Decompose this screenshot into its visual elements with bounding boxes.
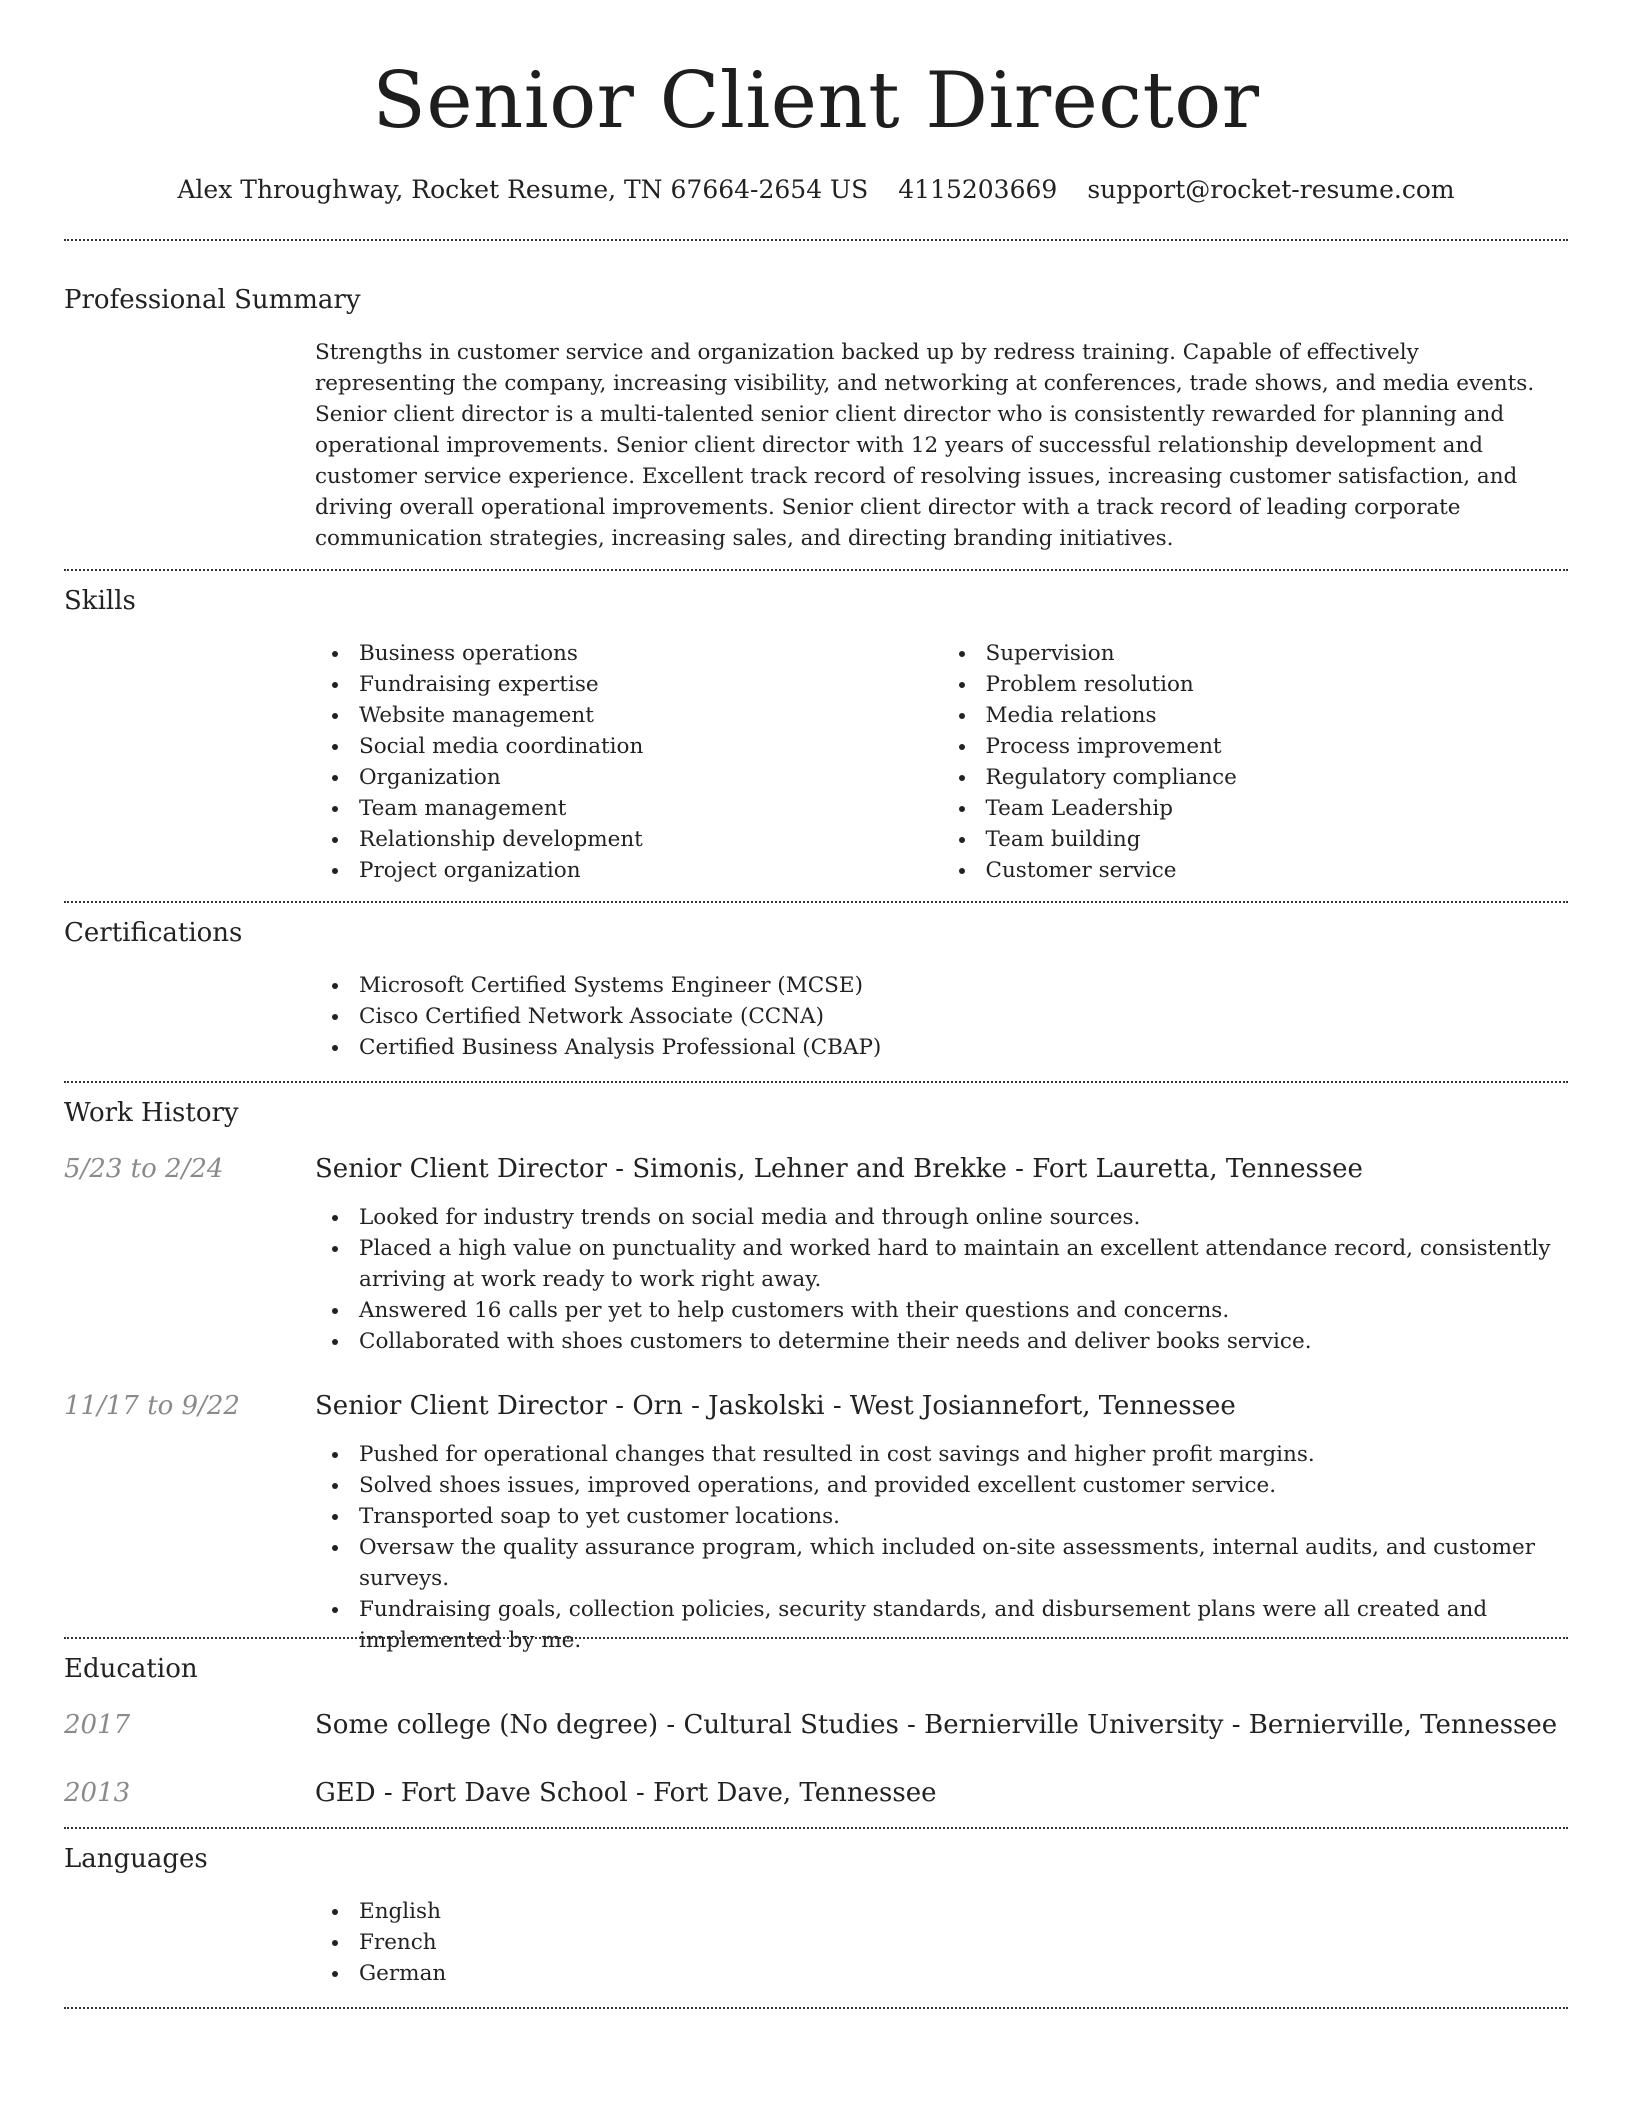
list-item: Team management [359,793,942,824]
summary-text: Strengths in customer service and organization backed up by redress training. Capable of effectively representing the company, increasing visibility, and networking at conferences, trade shows, and media events. Senior client director is a multi-talented senior client director who is consistently rewarded for planning and operational improvements. Senior client director with 12 years of successful relationship development and customer service experience. Excellent track record of resolving issues, increasing customer satisfaction, and driving overall operational improvements. Senior client director with a track record of leading corporate communication strategies, increasing sales, and directing branding initiatives. [315,340,1535,551]
job-dates: 11/17 to 9/22 [64,1391,240,1421]
work-history-section [64,1081,1568,1656]
list-item: Relationship development [359,824,942,855]
skills-heading: Skills [64,586,136,616]
education-heading: Education [64,1654,198,1684]
divider [64,1637,1568,1639]
list-item: Placed a high value on punctuality and worked hard to maintain an excellent attendance record, consistently arriving at work ready to work right away. [359,1233,1568,1295]
list-item: Answered 16 calls per yet to help customers with their questions and concerns. [359,1295,1568,1326]
list-item: English [359,1896,1568,1927]
job-title: Senior Client Director - Simonis, Lehner and Brekke - Fort Lauretta, Tennessee [315,1154,1363,1184]
divider [64,1081,1568,1083]
skills-column-right [942,638,1569,886]
list-item: Collaborated with shoes customers to determine their needs and deliver books service. [359,1326,1568,1357]
bottom-divider [64,2007,1568,2009]
languages-section [64,1827,1568,1989]
list-item: Website management [359,700,942,731]
list-item: Media relations [986,700,1569,731]
job-entry [64,1390,1568,1656]
skills-list [315,638,1568,886]
divider [64,569,1568,571]
job-title: Senior Client Director - Orn - Jaskolski - West Josiannefort, Tennessee [315,1391,1236,1421]
resume-title: Senior Client Director [372,56,1260,146]
list-item: Transported soap to yet customer locations. [359,1501,1568,1532]
list-item: French [359,1927,1568,1958]
divider [64,901,1568,903]
list-item: Business operations [359,638,942,669]
list-item: Regulatory compliance [986,762,1569,793]
languages-list [315,1896,1568,1989]
list-item: Solved shoes issues, improved operations, and provided excellent customer service. [359,1470,1568,1501]
list-item: German [359,1958,1568,1989]
summary-section [64,239,1568,554]
job-entry [64,1153,1568,1357]
list-item: Customer service [986,855,1569,886]
list-item: Process improvement [986,731,1569,762]
work-history-heading: Work History [64,1098,239,1128]
skills-section [64,569,1568,886]
education-details: GED - Fort Dave School - Fort Dave, Tennessee [315,1778,937,1808]
skills-column-left [315,638,942,886]
education-entry [64,1777,1568,1809]
list-item: Team building [986,824,1569,855]
list-item: Looked for industry trends on social media and through online sources. [359,1202,1568,1233]
education-details: Some college (No degree) - Cultural Studies - Bernierville University - Bernierville, Tennessee [315,1710,1558,1740]
divider [64,239,1568,241]
list-item: Project organization [359,855,942,886]
contact-line [64,174,1568,206]
job-duties [315,1202,1568,1357]
certifications-section [64,901,1568,1063]
list-item: Supervision [986,638,1569,669]
summary-heading: Professional Summary [64,285,361,315]
list-item: Fundraising expertise [359,669,942,700]
languages-heading: Languages [64,1844,208,1874]
certifications-list [315,970,1568,1063]
education-year: 2013 [64,1778,131,1808]
job-dates: 5/23 to 2/24 [64,1154,224,1184]
divider [64,1827,1568,1829]
job-duties [315,1439,1568,1656]
list-item: Oversaw the quality assurance program, which included on-site assessments, internal audits, and customer surveys. [359,1532,1568,1594]
divider [64,2007,1568,2009]
list-item: Organization [359,762,942,793]
education-year: 2017 [64,1710,131,1740]
list-item: Problem resolution [986,669,1569,700]
address: Alex Throughway, Rocket Resume, TN 67664-2654 US [177,175,869,204]
phone: 4115203669 [898,175,1058,204]
list-item: Microsoft Certified Systems Engineer (MCSE) [359,970,1568,1001]
email-link[interactable]: support@rocket-resume.com [1087,175,1455,204]
education-entry [64,1709,1568,1741]
list-item: Certified Business Analysis Professional (CBAP) [359,1032,1568,1063]
list-item: Fundraising goals, collection policies, security standards, and disbursement plans were all created and implemented by me. [359,1594,1568,1656]
list-item: Pushed for operational changes that resulted in cost savings and higher profit margins. [359,1439,1568,1470]
resume-page [64,0,1568,1986]
certifications-heading: Certifications [64,918,243,948]
list-item: Social media coordination [359,731,942,762]
list-item: Cisco Certified Network Associate (CCNA) [359,1001,1568,1032]
education-section [64,1637,1568,1809]
list-item: Team Leadership [986,793,1569,824]
